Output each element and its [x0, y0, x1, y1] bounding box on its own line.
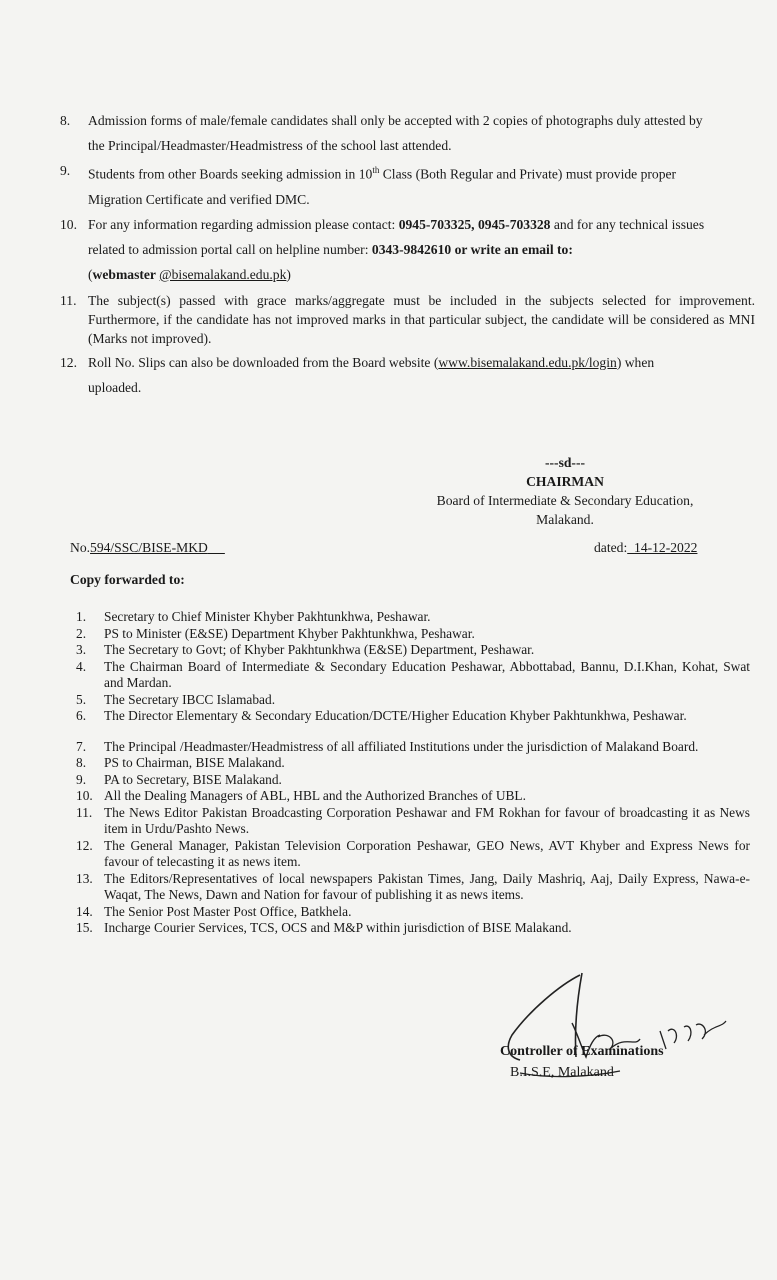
list-item	[76, 659, 750, 692]
instruction-text: The subject(s) passed with grace marks/aggregate must be included in the subjects selected for improvement. Furthermore, if the candidate has not improved marks in that particular subject, the candidate will be considered as MNI (Marks not improved).	[88, 292, 755, 346]
instruction-item	[60, 350, 755, 400]
list-number: 11.	[76, 804, 93, 820]
list-number: 2.	[76, 625, 87, 641]
board-name: Board of Intermediate & Secondary Education,	[436, 493, 694, 508]
list-number: 4.	[76, 658, 87, 674]
chairman-signature-block	[430, 453, 700, 529]
list-item	[76, 920, 750, 937]
instruction-text: the Principal/Headmaster/Headmistress of the school last attended.	[88, 138, 452, 153]
list-text: The News Editor Pakistan Broadcasting Corporation Peshawar and FM Rokhan for favour of broadcasting it as News item in Urdu/Pashto News.	[104, 804, 750, 836]
list-number: 12.	[76, 837, 93, 853]
list-item	[76, 609, 750, 626]
dated-value: 14-12-2022	[634, 540, 698, 555]
list-number: 1.	[76, 609, 87, 624]
helpline-number: 0343-9842610 or write an email to:	[371, 241, 573, 257]
board-location: Malakand.	[536, 512, 594, 527]
list-text: The Principal /Headmaster/Headmistress of all affiliated Institutions under the jurisdiction of Malakand Board.	[104, 738, 699, 754]
email-link[interactable]: @bisemalakand.edu.pk	[159, 266, 287, 282]
list-text: The Director Elementary & Secondary Education/DCTE/Higher Education Khyber Pakhtunkhwa, Peshawar.	[104, 708, 687, 723]
instruction-text: related to admission portal call on helpline number:	[88, 241, 372, 257]
dated-label: dated:	[594, 540, 628, 555]
instruction-number: 9.	[60, 163, 71, 178]
list-number: 14.	[76, 903, 93, 919]
instruction-text: Class (Both Regular and Private) must provide proper	[379, 166, 677, 182]
list-number: 7.	[76, 738, 87, 754]
list-text: PA to Secretary, BISE Malakand.	[104, 771, 282, 787]
list-text: PS to Chairman, BISE Malakand.	[104, 755, 285, 770]
list-item	[76, 755, 750, 772]
list-number: 3.	[76, 642, 87, 657]
list-item	[76, 805, 750, 838]
instructions-list	[60, 108, 755, 400]
list-number: 6.	[76, 708, 87, 723]
list-text: The Secretary IBCC Islamabad.	[104, 691, 276, 707]
list-item	[76, 788, 750, 805]
list-item	[76, 626, 750, 643]
list-text: The General Manager, Pakistan Television Corporation Peshawar, GEO News, AVT Khyber and Express News for favour of telecasting it as news item.	[104, 837, 750, 869]
reference-prefix: No.	[70, 540, 91, 555]
superscript-th: th	[372, 165, 380, 175]
list-number: 5.	[76, 691, 87, 707]
list-text: The Chairman Board of Intermediate & Secondary Education Peshawar, Abbottabad, Bannu, D.I.Khan, Kohat, Swat and Mardan.	[104, 658, 750, 690]
instruction-number: 11.	[60, 292, 77, 308]
instruction-text: Roll No. Slips can also be downloaded from the Board website (	[88, 354, 439, 370]
list-item	[76, 642, 750, 659]
reference-value: 594/SSC/BISE-MKD	[90, 540, 208, 555]
list-text: PS to Minister (E&SE) Department Khyber Pakhtunkhwa, Peshawar.	[104, 625, 475, 641]
instruction-text: Migration Certificate and verified DMC.	[88, 191, 310, 207]
controller-signature-area	[490, 965, 750, 1085]
list-text: All the Dealing Managers of ABL, HBL and the Authorized Branches of UBL.	[104, 788, 526, 803]
list-text: Secretary to Chief Minister Khyber Pakhtunkhwa, Peshawar.	[104, 609, 431, 624]
instruction-item	[60, 158, 755, 212]
list-text: Incharge Courier Services, TCS, OCS and M&P within jurisdiction of BISE Malakand.	[104, 920, 572, 935]
list-item	[76, 708, 750, 725]
instruction-text: ) when	[616, 354, 655, 370]
list-text: The Secretary to Govt; of Khyber Pakhtunkhwa (E&SE) Department, Peshawar.	[104, 642, 535, 657]
instruction-text: For any information regarding admission please contact:	[88, 216, 399, 232]
sd-mark: ---sd---	[544, 455, 585, 470]
instruction-item	[60, 212, 755, 287]
copy-forwarded-list	[76, 609, 750, 937]
instruction-item	[60, 291, 755, 348]
list-item	[76, 772, 750, 789]
list-item	[76, 904, 750, 921]
list-item	[76, 871, 750, 904]
list-item	[76, 692, 750, 709]
copy-forwarded-heading: Copy forwarded to:	[70, 572, 185, 587]
instruction-number: 12.	[60, 354, 77, 370]
list-text: The Senior Post Master Post Office, Batkhela.	[104, 903, 352, 919]
controller-title: Controller of Examinations	[500, 1044, 664, 1059]
instruction-number: 10.	[60, 216, 77, 232]
list-number: 15.	[76, 920, 93, 935]
list-item	[76, 838, 750, 871]
chairman-title: CHAIRMAN	[526, 474, 604, 489]
controller-office: B.I.S.E, Malakand	[510, 1065, 614, 1080]
instruction-text: uploaded.	[88, 379, 142, 395]
list-number: 13.	[76, 870, 93, 886]
list-number: 9.	[76, 771, 87, 787]
list-text: The Editors/Representatives of local newspapers Pakistan Times, Jang, Daily Mashriq, Aaj, Daily Express, Nawa-e-Waqat, The News, Dawn and Nation for favour of publishing it as news items.	[104, 870, 750, 902]
website-link[interactable]: www.bisemalakand.edu.pk/login	[438, 354, 617, 370]
instruction-text: Admission forms of male/female candidates shall only be accepted with 2 copies of photographs duly attested by	[88, 113, 703, 128]
email-label: webmaster	[92, 266, 160, 282]
reference-date	[594, 540, 697, 556]
list-number: 10.	[76, 788, 93, 803]
list-item	[76, 739, 750, 756]
instruction-text: Students from other Boards seeking admission in 10	[88, 166, 373, 182]
contact-phones: 0945-703325, 0945-703328	[398, 216, 551, 232]
instruction-text: and for any technical issues	[550, 216, 705, 232]
instruction-number: 8.	[60, 113, 71, 128]
email-open: (	[88, 266, 93, 282]
email-close: )	[286, 266, 291, 282]
list-number: 8.	[76, 755, 87, 770]
reference-number	[70, 540, 225, 556]
instruction-item	[60, 108, 755, 158]
